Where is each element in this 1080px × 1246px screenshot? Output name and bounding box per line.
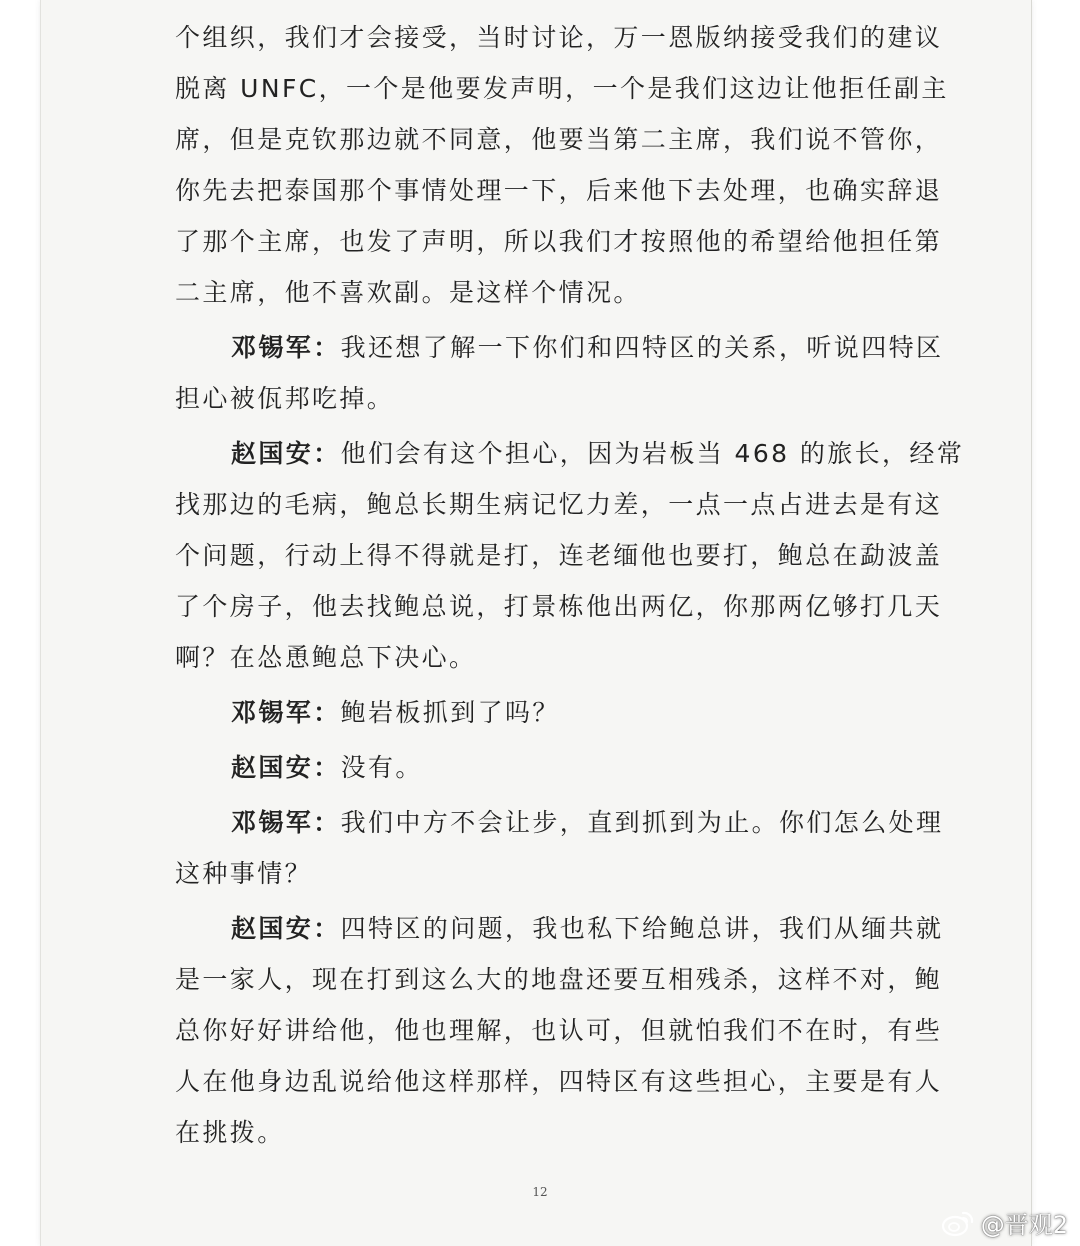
text-line: 人在他身边乱说给他这样那样，四特区有这些担心，主要是有人 <box>175 1067 943 1096</box>
paragraph <box>175 903 944 1158</box>
text-line: 在挑拨。 <box>175 1118 285 1147</box>
speech-text: 他们会有这个担心，因为岩板当 468 的旅长，经常 <box>340 439 965 468</box>
text-line <box>175 903 944 954</box>
text-line <box>175 322 944 373</box>
text-line: 担心被佤邦吃掉。 <box>175 384 395 413</box>
text-line <box>175 428 965 479</box>
text-line: 脱离 UNFC，一个是他要发声明，一个是我们这边让他拒任副主 <box>175 74 949 103</box>
text-line: 席，但是克钦那边就不同意，他要当第二主席，我们说不管你， <box>175 125 943 154</box>
paragraph <box>175 797 944 899</box>
speech-text: 没有。 <box>340 753 423 782</box>
speaker-name: 赵国安： <box>231 753 341 782</box>
text-line: 你先去把泰国那个事情处理一下，后来他下去处理，也确实辞退 <box>175 176 943 205</box>
paragraph <box>175 687 920 738</box>
text-line: 这种事情？ <box>175 859 313 888</box>
text-line: 个问题，行动上得不得就是打，连老缅他也要打，鲍总在勐波盖 <box>175 541 943 570</box>
speaker-name: 赵国安： <box>231 914 341 943</box>
text-line: 个组织，我们才会接受，当时讨论，万一恩版纳接受我们的建议 <box>175 23 943 52</box>
paragraph <box>175 428 965 683</box>
text-line <box>175 742 920 793</box>
speech-text: 我们中方不会让步，直到抓到为止。你们怎么处理 <box>340 808 944 837</box>
text-line: 二主席，他不喜欢副。是这样个情况。 <box>175 278 641 307</box>
text-line: 总你好好讲给他，他也理解，也认可，但就怕我们不在时，有些 <box>175 1016 943 1045</box>
speaker-name: 邓锡军： <box>231 808 341 837</box>
page-number: 12 <box>532 1185 548 1199</box>
text-line: 是一家人，现在打到这么大的地盘还要互相残杀，这样不对，鲍 <box>175 965 943 994</box>
speaker-name: 赵国安： <box>231 439 341 468</box>
paragraph <box>175 322 944 424</box>
text-line: 啊？在怂恿鲍总下决心。 <box>175 643 477 672</box>
paragraph <box>175 12 949 318</box>
text-line <box>175 687 920 738</box>
speech-text: 我还想了解一下你们和四特区的关系，听说四特区 <box>340 333 944 362</box>
speech-text: 四特区的问题，我也私下给鲍总讲，我们从缅共就 <box>340 914 944 943</box>
text-line: 找那边的毛病，鲍总长期生病记忆力差，一点一点占进去是有这 <box>175 490 943 519</box>
paragraph <box>175 742 920 793</box>
weibo-logo-icon <box>941 1209 975 1237</box>
speech-text: 鲍岩板抓到了吗？ <box>340 698 560 727</box>
text-line: 了那个主席，也发了声明，所以我们才按照他的希望给他担任第 <box>175 227 943 256</box>
document-body <box>175 12 965 1162</box>
weibo-watermark <box>941 1205 1068 1240</box>
watermark-text: @晋观2 <box>980 1211 1068 1239</box>
speaker-name: 邓锡军： <box>231 333 341 362</box>
text-line: 了个房子，他去找鲍总说，打景栋他出两亿，你那两亿够打几天 <box>175 592 943 621</box>
text-line <box>175 797 944 848</box>
speaker-name: 邓锡军： <box>231 698 341 727</box>
